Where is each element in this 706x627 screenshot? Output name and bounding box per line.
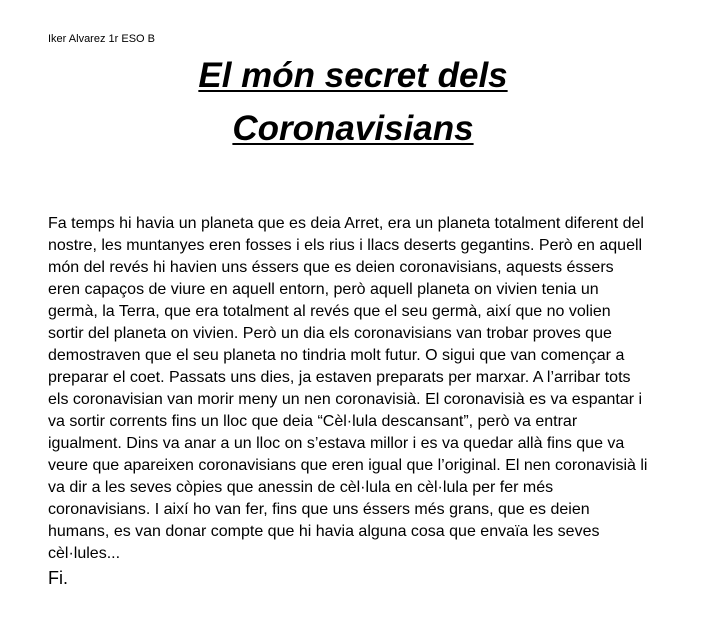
- story-line: va dir a les seves còpies que anessin de cèl·lula en cèl·lula per fer més: [48, 479, 554, 496]
- story-line: va sortir corrents fins un lloc que deia “Cèl·lula descansant”, però va entrar: [48, 413, 578, 430]
- story-line: germà, la Terra, que era totalment al revés que el seu germà, així que no volien: [48, 303, 611, 320]
- story-line: món del revés hi havien uns éssers que es deien coronavisians, aquests éssers: [48, 259, 614, 276]
- page-title: [0, 49, 706, 155]
- story-line: nostre, les muntanyes eren fosses i els rius i llacs deserts gegantins. Però en aquell: [48, 237, 643, 254]
- story-line: els coronavisian van morir meny un nen coronavisià. El coronavisià es va espantar i: [48, 391, 643, 408]
- story-line: veure que apareixen coronavisians que eren igual que l’original. El nen coronavisià li: [48, 457, 648, 474]
- story-line: cèl·lules...: [48, 545, 121, 562]
- story-line: igualment. Dins va anar a un lloc on s’estava millor i es va quedar allà fins que va: [48, 435, 625, 452]
- title-line-2: Coronavisians: [232, 109, 474, 148]
- story-line: preparar el coet. Passats uns dies, ja estaven preparats per marxar. A l’arribar tots: [48, 369, 631, 386]
- story-line: Fa temps hi havia un planeta que es deia Arret, era un planeta totalment diferent del: [48, 215, 644, 232]
- story-line: humans, es van donar compte que hi havia alguna cosa que envaïa les seves: [48, 523, 600, 540]
- title-line-1: El món secret dels: [198, 56, 508, 95]
- story-line: coronavisians. I així ho van fer, fins que uns éssers més grans, que es deien: [48, 501, 590, 518]
- author-line: Iker Alvarez 1r ESO B: [48, 33, 155, 45]
- story-line: eren capaços de viure en aquell entorn, però aquell planeta on vivien tenia un: [48, 281, 599, 298]
- story-line: demostraven que el seu planeta no tindria molt futur. O sigui que van començar a: [48, 347, 625, 364]
- ending-text: Fi.: [48, 568, 68, 588]
- story-line: sortir del planeta on vivien. Però un dia els coronavisians van trobar proves que: [48, 325, 612, 342]
- story-paragraph: [48, 213, 668, 565]
